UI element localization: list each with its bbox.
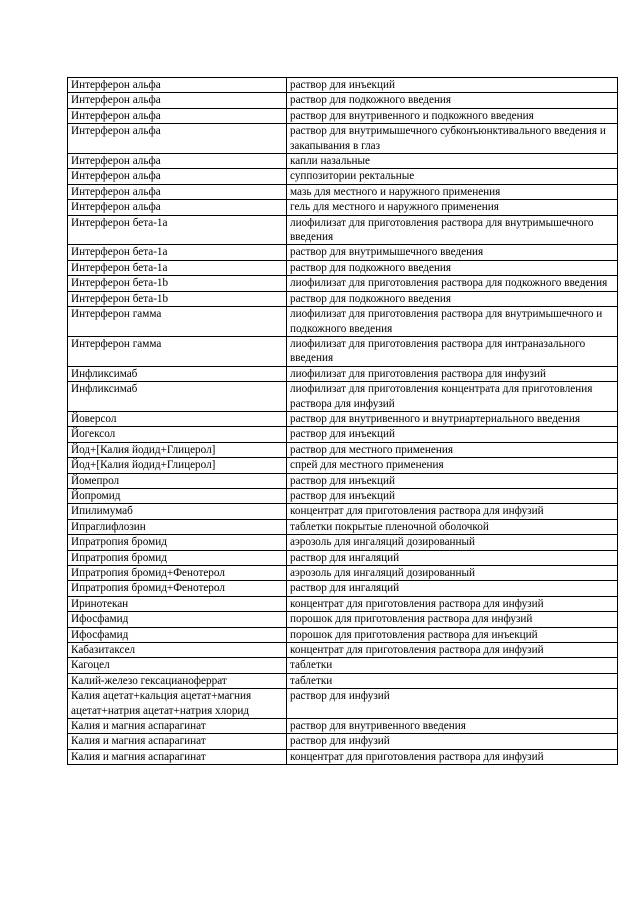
drug-name-cell: Йоверсол [68, 411, 287, 426]
drug-name-cell: Интерферон альфа [68, 184, 287, 199]
dosage-form-cell: аэрозоль для ингаляций дозированный [287, 566, 618, 581]
dosage-form-cell: раствор для инъекций [287, 473, 618, 488]
table-body [68, 78, 618, 765]
drug-name-cell: Ипратропия бромид [68, 550, 287, 565]
dosage-form-cell: концентрат для приготовления раствора для инфузий [287, 643, 618, 658]
table-row [68, 307, 618, 337]
dosage-form-cell: гель для местного и наружного применения [287, 200, 618, 215]
drug-name-cell: Ипратропия бромид+Фенотерол [68, 581, 287, 596]
drug-name-cell: Ипратропия бромид+Фенотерол [68, 566, 287, 581]
table-row [68, 366, 618, 381]
table-row [68, 504, 618, 519]
table-row [68, 124, 618, 154]
table-row [68, 154, 618, 169]
drug-name-cell: Интерферон альфа [68, 78, 287, 93]
dosage-form-cell: раствор для ингаляций [287, 550, 618, 565]
table-row [68, 442, 618, 457]
table-row [68, 382, 618, 412]
table-row [68, 473, 618, 488]
table-row [68, 689, 618, 719]
dosage-form-cell: таблетки покрытые пленочной оболочкой [287, 519, 618, 534]
drug-forms-table [67, 77, 618, 765]
table-row [68, 643, 618, 658]
dosage-form-cell: лиофилизат для приготовления раствора для интраназального введения [287, 336, 618, 366]
dosage-form-cell: суппозитории ректальные [287, 169, 618, 184]
drug-name-cell: Ипраглифлозин [68, 519, 287, 534]
dosage-form-cell: раствор для инъекций [287, 78, 618, 93]
drug-name-cell: Интерферон бета-1а [68, 215, 287, 245]
dosage-form-cell: концентрат для приготовления раствора для инфузий [287, 504, 618, 519]
dosage-form-cell: раствор для инъекций [287, 427, 618, 442]
table-row [68, 291, 618, 306]
drug-name-cell: Кабазитаксел [68, 643, 287, 658]
dosage-form-cell: порошок для приготовления раствора для инфузий [287, 612, 618, 627]
table-row [68, 612, 618, 627]
drug-name-cell: Интерферон альфа [68, 124, 287, 154]
dosage-form-cell: раствор для подкожного введения [287, 260, 618, 275]
drug-name-cell: Иринотекан [68, 596, 287, 611]
dosage-form-cell: лиофилизат для приготовления раствора для внутримышечного введения [287, 215, 618, 245]
table-row [68, 93, 618, 108]
drug-name-cell: Йод+[Калия йодид+Глицерол] [68, 442, 287, 457]
table-row [68, 488, 618, 503]
dosage-form-cell: раствор для инфузий [287, 734, 618, 749]
dosage-form-cell: порошок для приготовления раствора для инъекций [287, 627, 618, 642]
drug-name-cell: Интерферон бета-1b [68, 291, 287, 306]
dosage-form-cell: лиофилизат для приготовления раствора для подкожного введения [287, 276, 618, 291]
table-row [68, 78, 618, 93]
drug-name-cell: Йопромид [68, 488, 287, 503]
table-row [68, 411, 618, 426]
dosage-form-cell: лиофилизат для приготовления раствора для инфузий [287, 366, 618, 381]
drug-name-cell: Интерферон гамма [68, 307, 287, 337]
dosage-form-cell: раствор для инъекций [287, 488, 618, 503]
drug-name-cell: Ипилимумаб [68, 504, 287, 519]
table-row [68, 519, 618, 534]
table-row [68, 627, 618, 642]
drug-name-cell: Интерферон бета-1b [68, 276, 287, 291]
table-row [68, 427, 618, 442]
table-row [68, 276, 618, 291]
drug-name-cell: Интерферон альфа [68, 200, 287, 215]
table-row [68, 169, 618, 184]
dosage-form-cell: капли назальные [287, 154, 618, 169]
dosage-form-cell: раствор для местного применения [287, 442, 618, 457]
table-row [68, 673, 618, 688]
dosage-form-cell: раствор для ингаляций [287, 581, 618, 596]
table-row [68, 581, 618, 596]
drug-name-cell: Интерферон бета-1а [68, 260, 287, 275]
drug-name-cell: Инфликсимаб [68, 382, 287, 412]
drug-name-cell: Калия и магния аспарагинат [68, 749, 287, 764]
dosage-form-cell: лиофилизат для приготовления раствора для внутримышечного и подкожного введения [287, 307, 618, 337]
dosage-form-cell: таблетки [287, 658, 618, 673]
drug-name-cell: Ифосфамид [68, 612, 287, 627]
dosage-form-cell: раствор для внутримышечного субконъюнктивального введения и закапывания в глаз [287, 124, 618, 154]
dosage-form-cell: раствор для внутривенного введения [287, 719, 618, 734]
dosage-form-cell: спрей для местного применения [287, 458, 618, 473]
drug-name-cell: Интерферон альфа [68, 93, 287, 108]
dosage-form-cell: мазь для местного и наружного применения [287, 184, 618, 199]
table-row [68, 749, 618, 764]
drug-name-cell: Кагоцел [68, 658, 287, 673]
drug-name-cell: Интерферон альфа [68, 154, 287, 169]
table-row [68, 200, 618, 215]
drug-name-cell: Йомепрол [68, 473, 287, 488]
drug-name-cell: Калия ацетат+кальция ацетат+магния ацетат+натрия ацетат+натрия хлорид [68, 689, 287, 719]
dosage-form-cell: таблетки [287, 673, 618, 688]
table-row [68, 550, 618, 565]
drug-name-cell: Интерферон гамма [68, 336, 287, 366]
drug-name-cell: Калий-железо гексацианоферрат [68, 673, 287, 688]
dosage-form-cell: раствор для инфузий [287, 689, 618, 719]
table-row [68, 535, 618, 550]
dosage-form-cell: раствор для внутривенного и внутриартериального введения [287, 411, 618, 426]
dosage-form-cell: раствор для внутримышечного введения [287, 245, 618, 260]
drug-name-cell: Интерферон бета-1а [68, 245, 287, 260]
dosage-form-cell: лиофилизат для приготовления концентрата для приготовления раствора для инфузий [287, 382, 618, 412]
drug-name-cell: Ипратропия бромид [68, 535, 287, 550]
drug-name-cell: Калия и магния аспарагинат [68, 734, 287, 749]
dosage-form-cell: раствор для внутривенного и подкожного введения [287, 108, 618, 123]
drug-name-cell: Калия и магния аспарагинат [68, 719, 287, 734]
drug-name-cell: Интерферон альфа [68, 169, 287, 184]
dosage-form-cell: концентрат для приготовления раствора для инфузий [287, 749, 618, 764]
table-row [68, 566, 618, 581]
table-row [68, 719, 618, 734]
table-row [68, 336, 618, 366]
table-row [68, 458, 618, 473]
dosage-form-cell: раствор для подкожного введения [287, 93, 618, 108]
table-row [68, 245, 618, 260]
table-row [68, 596, 618, 611]
table-row [68, 108, 618, 123]
table-row [68, 184, 618, 199]
dosage-form-cell: аэрозоль для ингаляций дозированный [287, 535, 618, 550]
drug-name-cell: Интерферон альфа [68, 108, 287, 123]
table-row [68, 734, 618, 749]
table-row [68, 658, 618, 673]
table-row [68, 215, 618, 245]
drug-name-cell: Йод+[Калия йодид+Глицерол] [68, 458, 287, 473]
drug-name-cell: Йогексол [68, 427, 287, 442]
table-row [68, 260, 618, 275]
drug-name-cell: Ифосфамид [68, 627, 287, 642]
drug-name-cell: Инфликсимаб [68, 366, 287, 381]
dosage-form-cell: концентрат для приготовления раствора для инфузий [287, 596, 618, 611]
dosage-form-cell: раствор для подкожного введения [287, 291, 618, 306]
